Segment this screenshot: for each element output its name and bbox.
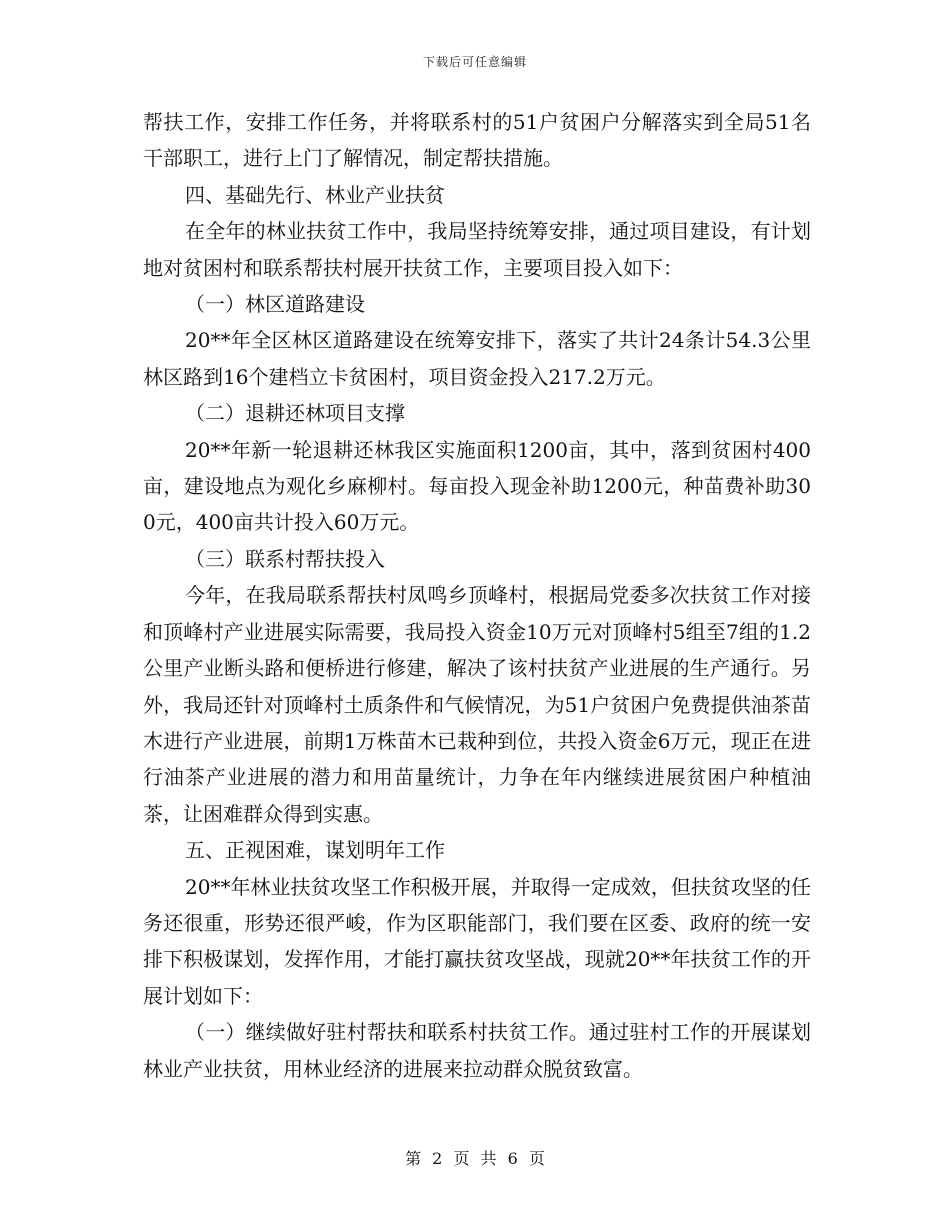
paragraph-6: 20**年林业扶贫攻坚工作积极开展，并取得一定成效，但扶贫攻坚的任务还很重，形势还很严峻，作为区职能部门，我们要在区委、政府的统一安排下积极谋划，发挥作用，才能打赢扶贫攻坚战，现就20**年扶贫工作的开展计划如下： [143,874,811,1008]
paragraph-1: 帮扶工作，安排工作任务，并将联系村的51户贫困户分解落实到全局51名干部职工，进行上门了解情况，制定帮扶措施。 [143,110,811,171]
subheading-village-support: （三）联系村帮扶投入 [185,546,385,571]
subheading-road: （一）林区道路建设 [185,292,365,317]
page-header-note: 下载后可任意编辑 [422,55,527,69]
paragraph-4: 20**年新一轮退耕还林我区实施面积1200亩，其中，落到贫困村400亩，建设地点为观化乡麻柳村。每亩投入现金补助1200元，种苗费补助300元，400亩共计投入60万元。 [143,437,811,535]
subheading-reforestation: （二）退耕还林项目支撑 [185,401,405,426]
document-body [143,104,811,1087]
paragraph-3: 20**年全区林区道路建设在统筹安排下，落实了共计24条计54.3公里林区路到16个建档立卡贫困村，项目资金投入217.2万元。 [143,328,811,389]
section-heading-4: 四、基础先行、林业产业扶贫 [185,182,445,207]
paragraph-5: 今年，在我局联系帮扶村凤鸣乡顶峰村，根据局党委多次扶贫工作对接和顶峰村产业进展实际需要，我局投入资金10万元对顶峰村5组至7组的1.2公里产业断头路和便桥进行修建，解决了该村扶贫产业进展的生产通行。另外，我局还针对顶峰村土质条件和气候情况，为51户贫困户免费提供油茶苗木进行产业进展，前期1万株苗木已栽种到位，共投入资金6万元，现正在进行油茶产业进展的潜力和用苗量统计，力争在年内继续进展贫困户种植油茶，让困难群众得到实惠。 [143,583,811,826]
paragraph-7: （一）继续做好驻村帮扶和联系村扶贫工作。通过驻村工作的开展谋划林业产业扶贫，用林业经济的进展来拉动群众脱贫致富。 [143,1020,811,1081]
section-heading-5: 五、正视困难，谋划明年工作 [185,838,445,863]
paragraph-2: 在全年的林业扶贫工作中，我局坚持统筹安排，通过项目建设，有计划地对贫困村和联系帮扶村展开扶贫工作，主要项目投入如下： [143,219,811,280]
page-number-footer: 第 2 页 共 6 页 [405,1149,545,1168]
